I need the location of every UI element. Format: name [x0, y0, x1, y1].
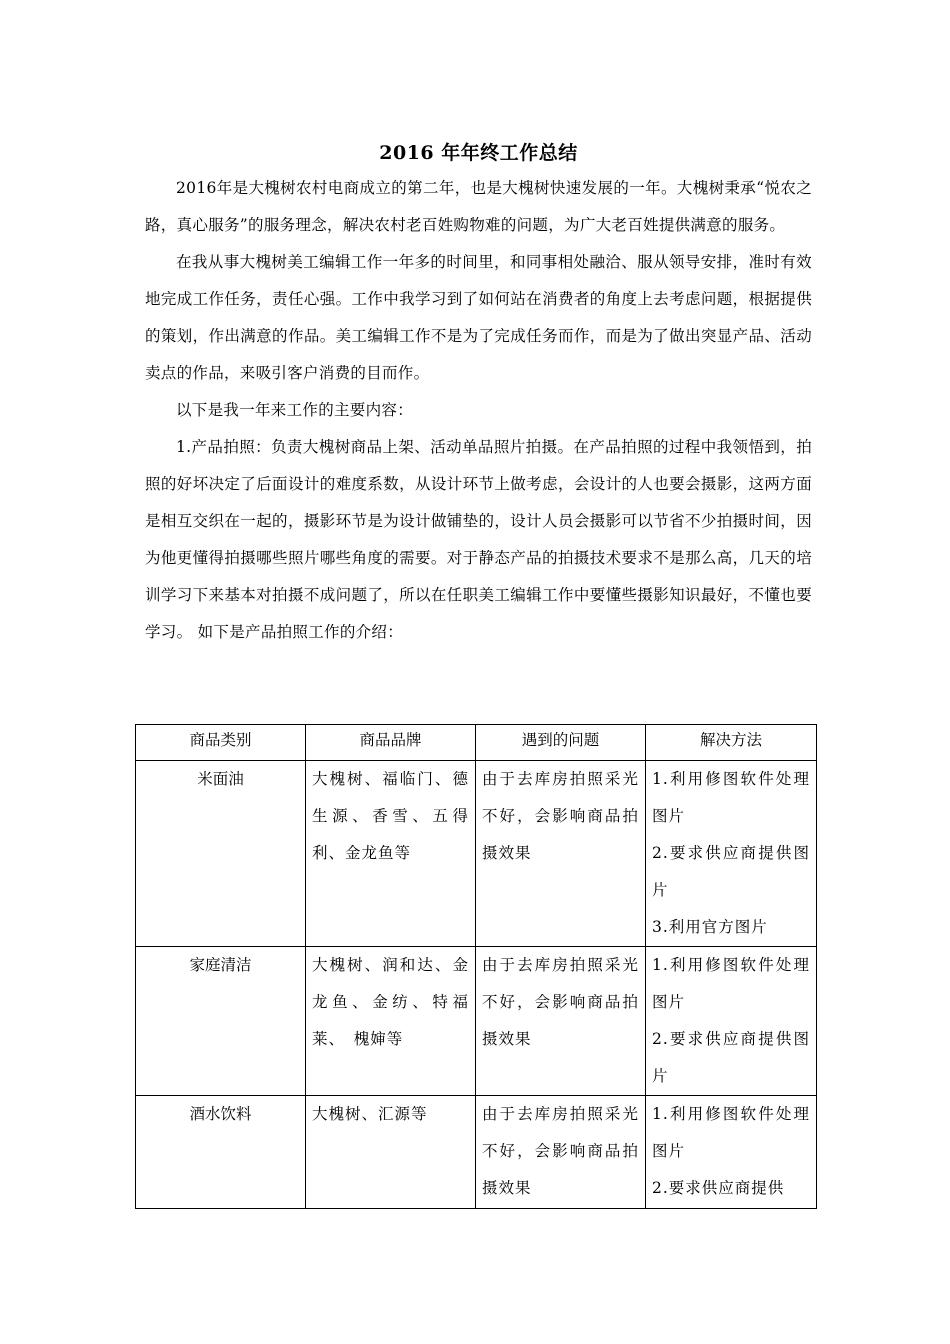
header-problem: 遇到的问题	[476, 725, 646, 761]
header-category: 商品类别	[136, 725, 306, 761]
solution-cell	[646, 947, 817, 1096]
solution-item: 1.利用修图软件处理图片	[652, 770, 810, 825]
brand-cell: 大槐树、汇源等	[306, 1096, 476, 1209]
solution-item: 3.利用官方图片	[652, 918, 768, 936]
header-solution: 解决方法	[646, 725, 817, 761]
product-photography-table	[135, 724, 817, 1209]
table-row	[136, 761, 817, 947]
solution-cell	[646, 761, 817, 947]
header-brand: 商品品牌	[306, 725, 476, 761]
solution-item: 1.利用修图软件处理图片	[652, 1105, 810, 1160]
document-title: 2016 年年终工作总结	[379, 142, 578, 164]
document-body	[145, 136, 812, 651]
brand-cell: 大槐树、润和达、金龙鱼、金纺、特福莱、 槐婶等	[306, 947, 476, 1096]
solution-item: 2.要求供应商提供	[652, 1179, 785, 1197]
table-row	[136, 1096, 817, 1209]
category-cell: 酒水饮料	[136, 1096, 306, 1209]
problem-cell: 由于去库房拍照采光不好，会影响商品拍摄效果	[476, 1096, 646, 1209]
solution-item: 2.要求供应商提供图片	[652, 844, 810, 899]
table-row	[136, 947, 817, 1096]
problem-cell: 由于去库房拍照采光不好，会影响商品拍摄效果	[476, 761, 646, 947]
paragraph-product-photography: 1.产品拍照：负责大槐树商品上架、活动单品照片拍摄。在产品拍照的过程中我领悟到，拍照的好坏决定了后面设计的难度系数，从设计环节上做考虑，会设计的人也要会摄影，这两方面是相互交织在一起的，摄影环节是为设计做铺垫的，设计人员会摄影可以节省不少拍摄时间，因为他更懂得拍摄哪些照片哪些角度的需要。对于静态产品的拍摄技术要求不是那么高，几天的培训学习下来基本对拍摄不成问题了，所以在任职美工编辑工作中要懂些摄影知识最好，不懂也要学习。 如下是产品拍照工作的介绍：	[145, 438, 812, 641]
solution-cell	[646, 1096, 817, 1209]
paragraph-intro: 2016年是大槐树农村电商成立的第二年，也是大槐树快速发展的一年。大槐树秉承“悦农之路，真心服务”的服务理念，解决农村老百姓购物难的问题，为广大老百姓提供满意的服务。	[145, 179, 812, 234]
category-cell: 家庭清洁	[136, 947, 306, 1096]
table-header-row	[136, 725, 817, 761]
category-cell: 米面油	[136, 761, 306, 947]
solution-item: 1.利用修图软件处理图片	[652, 956, 810, 1011]
paragraph-work-experience: 在我从事大槐树美工编辑工作一年多的时间里，和同事相处融洽、服从领导安排，准时有效地完成工作任务，责任心强。工作中我学习到了如何站在消费者的角度上去考虑问题，根据提供的策划，作出满意的作品。美工编辑工作不是为了完成任务而作，而是为了做出突显产品、活动卖点的作品，来吸引客户消费的目而作。	[145, 253, 812, 382]
solution-item: 2.要求供应商提供图片	[652, 1030, 810, 1085]
brand-cell: 大槐树、福临门、德生源、香雪、五得利、金龙鱼等	[306, 761, 476, 947]
solution-clip	[652, 1096, 810, 1207]
paragraph-main-content-lead: 以下是我一年来工作的主要内容：	[176, 401, 414, 419]
problem-cell: 由于去库房拍照采光不好，会影响商品拍摄效果	[476, 947, 646, 1096]
